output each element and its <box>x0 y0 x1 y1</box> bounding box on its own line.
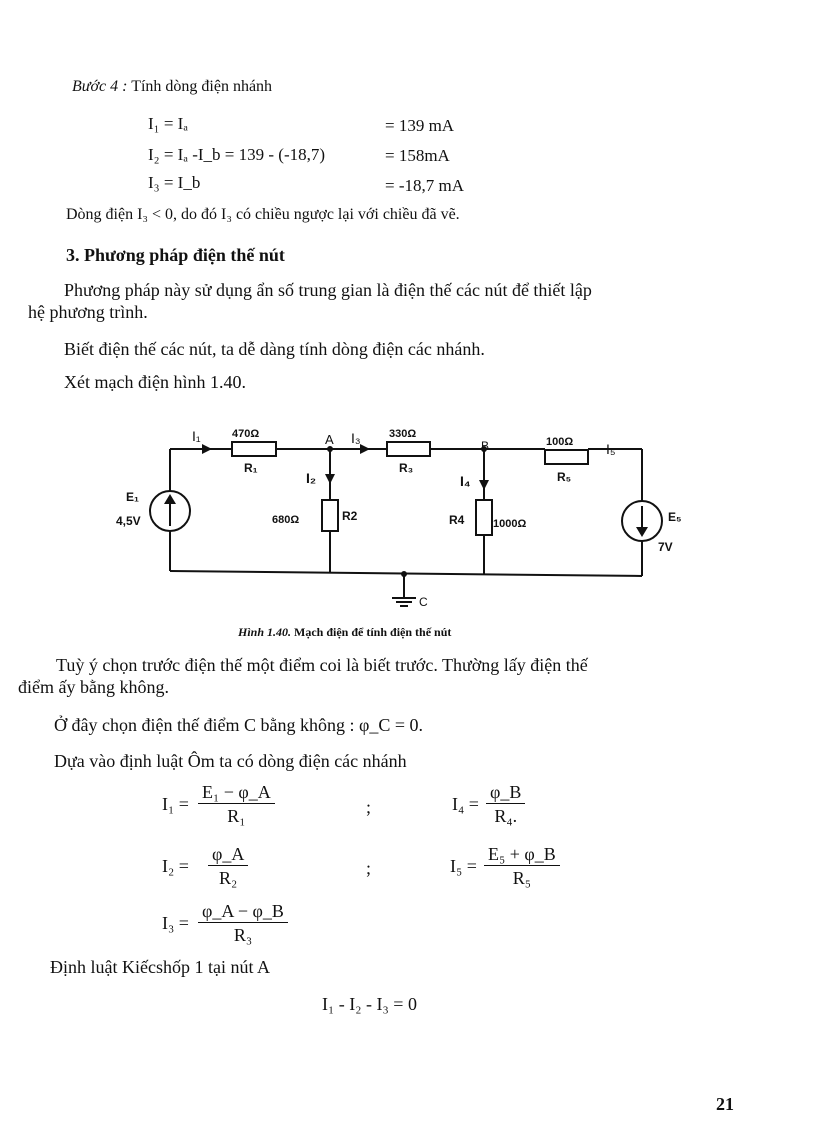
label-r5: R₅ <box>557 470 572 484</box>
label-r3-value: 330Ω <box>389 428 417 440</box>
label-i2: I₂ <box>306 470 317 486</box>
eq3-lhs: I₃ = <box>162 913 189 933</box>
section3-para1-line2: hệ phương trình. <box>28 302 148 322</box>
label-node-b: B <box>481 439 490 453</box>
resistor-r2 <box>322 500 338 531</box>
step4-row-3-rhs: = -18,7 mA <box>385 176 464 195</box>
resistor-r1 <box>232 442 276 456</box>
section3-title: 3. Phương pháp điện thế nút <box>66 245 285 265</box>
eq3-numerator: φ_A − φ_B <box>198 900 288 923</box>
step4-heading <box>72 78 272 96</box>
step4-row-3-lhs: I₃ = I_b <box>148 173 201 192</box>
label-i1: I₁ <box>192 428 201 444</box>
arrow-i1 <box>202 444 212 454</box>
ground-icon <box>392 598 416 606</box>
label-i3: I₃ <box>351 430 361 446</box>
source-e5 <box>622 501 662 541</box>
eq5-numerator: E₅ + φ_B <box>484 843 560 866</box>
step4-row-1-rhs: = 139 mA <box>385 116 455 135</box>
eq2-numerator: φ_A <box>208 843 248 866</box>
eq5-fraction <box>484 843 560 890</box>
eq3-denominator: R₃ <box>233 925 253 945</box>
eq4-fraction <box>486 781 525 828</box>
eq2-separator: ; <box>366 858 372 878</box>
step4-heading-text: Tính dòng điện nhánh <box>131 78 273 95</box>
label-r4-value: 1000Ω <box>493 518 527 530</box>
step4-row-2-lhs: I₂ = Iₐ -I_b = 139 - (-18,7) <box>148 145 326 164</box>
step4-row-2-rhs: = 158mA <box>385 146 450 165</box>
label-r3: R₃ <box>399 461 414 475</box>
eq1-numerator: E₁ − φ_A <box>198 781 275 804</box>
arrow-i4 <box>479 480 489 490</box>
eq5-denominator: R₅ <box>512 868 532 888</box>
figure-caption <box>238 625 451 640</box>
section3-para2: Biết điện thế các nút, ta dễ dàng tính dòng điện các nhánh. <box>64 339 485 359</box>
eq3-fraction <box>198 900 288 947</box>
resistor-r4 <box>476 500 492 535</box>
para4-line1: Tuỳ ý chọn trước điện thế một điểm coi là biết trước. Thường lấy điện thế <box>56 655 588 675</box>
source-e1 <box>150 491 190 531</box>
caption-text: Mạch điện để tính điện thế nút <box>294 625 452 639</box>
section3-para1-line1: Phương pháp này sử dụng ẩn số trung gian là điện thế các nút để thiết lập <box>64 280 592 300</box>
eq1-fraction <box>198 781 275 828</box>
node-c-dot <box>401 571 407 577</box>
eq2-lhs: I₂ = <box>162 856 189 876</box>
circuit-diagram <box>0 415 816 615</box>
para5: Ở đây chọn điện thế điểm C bằng không : φ_C = 0. <box>54 715 423 735</box>
caption-label: Hình 1.40. <box>238 625 292 639</box>
label-e1-value: 4,5V <box>116 514 141 528</box>
page-number: 21 <box>716 1094 734 1114</box>
para4-line2: điểm ấy bằng không. <box>18 677 169 697</box>
label-e5: E₅ <box>668 510 682 524</box>
step4-label: Bước 4 : <box>72 78 128 95</box>
eq1-denominator: R₁ <box>227 806 246 826</box>
step4-note: Dòng điện I₃ < 0, do đó I₃ có chiều ngược lại với chiều đã vẽ. <box>66 206 460 223</box>
label-node-c: C <box>419 595 428 609</box>
label-r2-value: 680Ω <box>272 514 300 526</box>
label-node-a: A <box>325 432 334 447</box>
label-r1-value: 470Ω <box>232 428 260 440</box>
para6: Dựa vào định luật Ôm ta có dòng điện các nhánh <box>54 751 407 771</box>
eq5-lhs: I₅ = <box>450 856 477 876</box>
resistor-r3 <box>387 442 430 456</box>
label-r2: R2 <box>342 509 358 523</box>
eq4-numerator: φ_B <box>486 781 525 804</box>
label-e1: E₁ <box>126 490 139 504</box>
arrow-i3 <box>360 444 370 454</box>
label-i5: I₅ <box>606 441 616 457</box>
label-e5-value: 7V <box>658 540 673 554</box>
kirchhoff-text: Định luật Kiếcshốp 1 tại nút A <box>50 957 270 977</box>
eq1-lhs: I₁ = <box>162 794 189 814</box>
eq1-separator: ; <box>366 797 372 817</box>
eq4-lhs: I₄ = <box>452 794 479 814</box>
resistor-r5 <box>545 450 588 464</box>
label-r4: R4 <box>449 513 465 527</box>
label-r1: R₁ <box>244 461 258 475</box>
label-r5-value: 100Ω <box>546 436 574 448</box>
eq2-denominator: R₂ <box>219 868 238 888</box>
arrow-i2 <box>325 474 335 484</box>
section3-para3: Xét mạch điện hình 1.40. <box>64 372 246 392</box>
eq2-fraction <box>208 843 248 890</box>
step4-row-1-lhs: I₁ = Iₐ <box>148 114 188 133</box>
label-i4: I₄ <box>460 473 471 489</box>
kirchhoff-equation: I₁ - I₂ - I₃ = 0 <box>322 994 417 1014</box>
eq4-denominator: R₄. <box>494 806 518 826</box>
